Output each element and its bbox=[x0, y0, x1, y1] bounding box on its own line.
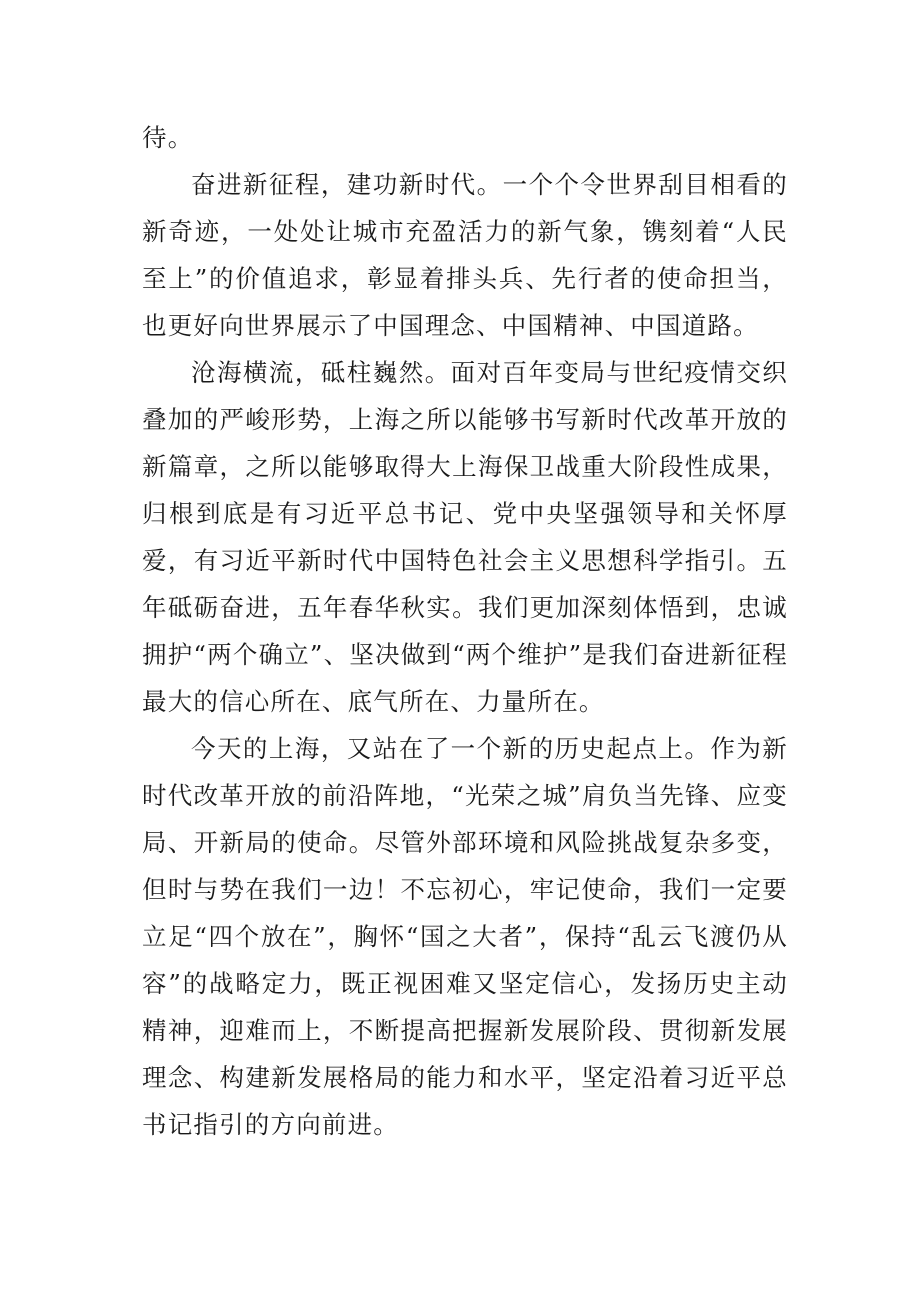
document-body bbox=[142, 114, 788, 1148]
paragraph-continuation: 待。 bbox=[142, 123, 194, 152]
paragraph-new-journey: 奋进新征程，建功新时代。一个个令世界刮目相看的新奇迹，一处处让城市充盈活力的新气象，镌刻着“人民至上”的价值追求，彰显着排头兵、先行者的使命担当，也更好向世界展示了中国理念、中国精神、中国道路。 bbox=[142, 170, 788, 340]
paragraph-new-starting-point: 今天的上海，又站在了一个新的历史起点上。作为新时代改革开放的前沿阵地，“光荣之城”肩负当先锋、应变局、开新局的使命。尽管外部环境和风险挑战复杂多变，但时与势在我们一边！不忘初心，牢记使命，我们一定要立足“四个放在”，胸怀“国之大者”，保持“乱云飞渡仍从容”的战略定力，既正视困难又坚定信心，发扬历史主动精神，迎难而上，不断提高把握新发展阶段、贯彻新发展理念、构建新发展格局的能力和水平，坚定沿着习近平总书记指引的方向前进。 bbox=[142, 734, 788, 1139]
paragraph-mainstay: 沧海横流，砥柱巍然。面对百年变局与世纪疫情交织叠加的严峻形势，上海之所以能够书写新时代改革开放的新篇章，之所以能够取得大上海保卫战重大阶段性成果，归根到底是有习近平总书记、党中央坚强领导和关怀厚爱，有习近平新时代中国特色社会主义思想科学指引。五年砥砺奋进，五年春华秋实。我们更加深刻体悟到，忠诚拥护“两个确立”、坚决做到“两个维护”是我们奋进新征程最大的信心所在、底气所在、力量所在。 bbox=[142, 358, 788, 716]
